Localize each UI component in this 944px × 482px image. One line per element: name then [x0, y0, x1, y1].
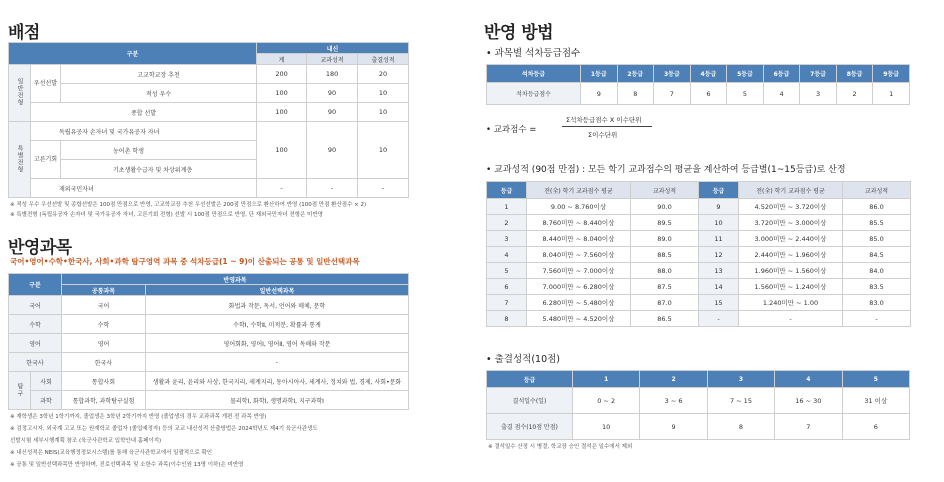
grade-cell: 8.440미만 ~ 8.040이상 [527, 231, 631, 247]
alloc-note: ※ 특별전형 (독립유공자 손자녀 및 국가유공자 자녀, 고른기회 전형) 선발 시 100점 만점으로 반영, 단 재외국민자녀 전형은 미반영 [10, 212, 323, 218]
rank-grade: 6등급 [763, 65, 800, 83]
grade-h-grade: 등급 [487, 182, 527, 199]
subj-h-general: 일반선택과목 [146, 285, 409, 296]
subj-note: ※ 검정고시자, 외국계 고교 또는 원재학교 졸업자 (졸업예정자) 등의 교교 내신성적 산출방법은 2024학년도 제4기 육군사관생도 [10, 426, 318, 432]
row-label: 농어촌 학생 [61, 141, 257, 160]
attend-h-grade: 등급 [487, 371, 573, 388]
grade-cell: 3.720미만 ~ 3.000이상 [739, 215, 843, 231]
alloc-table [8, 42, 409, 198]
grade-cell: 1.240미만 ~ 1.00 [739, 295, 843, 311]
grade-cell: 90.0 [631, 199, 699, 215]
grade-cell: 85.5 [843, 215, 911, 231]
rank-grade: 9등급 [873, 65, 910, 83]
subj-common: 수학 [62, 315, 146, 334]
rank-title: • 과목별 석차등급점수 [486, 48, 581, 59]
attend-days: 31 이상 [842, 388, 909, 414]
attend-days: 16 ~ 30 [775, 388, 842, 414]
subj-common: 한국사 [62, 353, 146, 372]
grade-table [486, 181, 911, 327]
subj-general: 물리학Ⅰ, 화학Ⅰ, 생명과학Ⅰ, 지구과학Ⅰ [146, 391, 409, 410]
grade-cell: 5.480미만 ~ 4.520이상 [527, 311, 631, 327]
grade-cell: 87.5 [631, 279, 699, 295]
subj-note: ※ 재학생은 3학년 1학기까지, 졸업생은 3학년 2학기까지 반영 (졸업생의 경우 교과과목 개편 전 과목 반영) [10, 414, 267, 420]
attend-grade: 5 [842, 371, 909, 388]
grade-cell: 87.0 [631, 295, 699, 311]
alloc-h-attend: 출결성적 [358, 54, 409, 65]
grade-cell: 2.440미만 ~ 1.960이상 [739, 247, 843, 263]
row-total: 200 [257, 65, 307, 84]
special-attend: 10 [358, 122, 409, 179]
alloc-h-grade: 교과성적 [307, 54, 358, 65]
grade-cell: 1.560미만 ~ 1.240이상 [739, 279, 843, 295]
row-label: 재외국민자녀 [31, 179, 257, 198]
subj-general: - [146, 353, 409, 372]
attend-score: 9 [640, 414, 707, 440]
rank-grade: 3등급 [654, 65, 691, 83]
special-total: 100 [257, 122, 307, 179]
cat-special: 특별전형 [16, 144, 23, 173]
attend-score: 8 [707, 414, 774, 440]
grade-row [487, 215, 911, 231]
row-label: 적성 우수 [61, 84, 257, 103]
rank-grade: 4등급 [690, 65, 727, 83]
attend-grade: 2 [640, 371, 707, 388]
rank-grade: 8등급 [836, 65, 873, 83]
grade-cell: 2 [487, 215, 527, 231]
grade-cell: 84.5 [843, 247, 911, 263]
grade-cell: - [843, 311, 911, 327]
grade-h-score: 교과성적 [631, 182, 699, 199]
row-label: 기초생활수급자 및 차상위계층 [61, 160, 257, 179]
subj-general: 화법과 작문, 독서, 언어와 매체, 문학 [146, 296, 409, 315]
grade-cell: 11 [699, 231, 739, 247]
alloc-title: 배점 [8, 23, 40, 43]
grade-cell: 83.5 [843, 279, 911, 295]
subj-area: 국어 [9, 296, 62, 315]
grade-cell: - [739, 311, 843, 327]
row-grade: - [307, 179, 358, 198]
rank-table [486, 64, 910, 105]
grade-cell: 7 [487, 295, 527, 311]
grade-cell: 5 [487, 263, 527, 279]
subj-h-reflect: 반영과목 [62, 274, 409, 285]
rank-grade: 1등급 [581, 65, 618, 83]
subj-tamgu: 탐구 [16, 382, 23, 397]
grade-row [487, 263, 911, 279]
row-attend: 10 [358, 84, 409, 103]
subj-area: 영어 [9, 334, 62, 353]
grade-cell: 4 [487, 247, 527, 263]
row-total: 100 [257, 84, 307, 103]
alloc-h-gubun: 구분 [9, 43, 257, 65]
attend-grade: 1 [573, 371, 640, 388]
subj-general: 생활과 윤리, 윤리와 사상, 한국지리, 세계지리, 동아시아사, 세계사, 정치와 법, 경제, 사회•문화 [146, 372, 409, 391]
attend-days: 7 ~ 15 [707, 388, 774, 414]
grade-cell: 6 [487, 279, 527, 295]
grade-cell: 88.0 [631, 263, 699, 279]
grade-cell: 1 [487, 199, 527, 215]
alloc-note: ※ 적성 우수 우선선발 및 종합선발은 100점 만점으로 반영, 고교학교장 추천 우선선발은 200점 만점으로 환산하여 반영 (100점 만점 환산점수 × 2) [10, 202, 367, 208]
rank-h-label: 석차등급 [487, 65, 581, 83]
attend-days: 3 ~ 6 [640, 388, 707, 414]
grade-cell: 84.0 [843, 263, 911, 279]
grade-row [487, 231, 911, 247]
grade-cell: 8.760미만 ~ 8.440이상 [527, 215, 631, 231]
rank-score: 3 [800, 83, 837, 105]
grade-cell: 8.040미만 ~ 7.560이상 [527, 247, 631, 263]
rank-score: 7 [654, 83, 691, 105]
rank-score: 9 [581, 83, 618, 105]
grade-cell: 4.520미만 ~ 3.720이상 [739, 199, 843, 215]
grade-row [487, 247, 911, 263]
rank-score: 6 [690, 83, 727, 105]
grade-cell: 89.0 [631, 231, 699, 247]
attend-note: ※ 결석일수 산정 시 병결, 학교장 승인 결석은 일수에서 제외 [488, 444, 633, 450]
subj-h-gubun: 구분 [9, 274, 62, 296]
row-attend: - [358, 179, 409, 198]
grade-cell: 6.280미만 ~ 5.480이상 [527, 295, 631, 311]
formula-den: Σ이수단위 [588, 131, 618, 139]
grade-row [487, 295, 911, 311]
attend-score-label: 출결 점수(10점 만점) [487, 414, 573, 440]
row-grade: 90 [307, 84, 358, 103]
subj-note: ※ 내신성적은 NEIS(교육행정정보시스템)를 통해 육군사관학교에서 일괄적으로 확인 [10, 450, 213, 456]
attend-days-label: 결석일수(일) [487, 388, 573, 414]
row-label: 종합 선발 [31, 103, 257, 122]
rank-row-label: 석차등급점수 [487, 83, 581, 105]
grade-cell: 7.560미만 ~ 7.000이상 [527, 263, 631, 279]
subj-common: 국어 [62, 296, 146, 315]
grade-cell: 7.000미만 ~ 6.280이상 [527, 279, 631, 295]
grade-h-avg: 전(全) 학기 교과점수 평균 [739, 182, 843, 199]
subj-common: 통합사회 [62, 372, 146, 391]
grade-cell: 1.960미만 ~ 1.560이상 [739, 263, 843, 279]
grade-cell: 10 [699, 215, 739, 231]
grade-cell: 9.00 ~ 8.760이상 [527, 199, 631, 215]
grade-cell: 13 [699, 263, 739, 279]
attend-grade: 4 [775, 371, 842, 388]
attend-title: • 출결성적(10점) [486, 354, 561, 365]
grade-cell: 15 [699, 295, 739, 311]
grade-cell: 12 [699, 247, 739, 263]
grade-h-grade: 등급 [699, 182, 739, 199]
rank-score: 8 [617, 83, 654, 105]
subj-area: 수학 [9, 315, 62, 334]
grade-cell: 89.5 [631, 215, 699, 231]
grade-cell: 86.0 [843, 199, 911, 215]
grade-row [487, 279, 911, 295]
subj-desc: 국어•영어•수학•한국사, 사회•과학 탐구영역 과목 중 석차등급(1 ~ 9)이 산출되는 공통 및 일반선택과목 [10, 257, 360, 266]
attend-grade: 3 [707, 371, 774, 388]
rank-score: 5 [727, 83, 764, 105]
row-label: 고교학교장 추천 [61, 65, 257, 84]
cat-general: 일반전형 [16, 78, 23, 106]
formula-num: Σ석차등급점수 X 이수단위 [566, 116, 642, 124]
grade-cell: - [699, 311, 739, 327]
grade-cell: 8 [487, 311, 527, 327]
grade-h-avg: 전(全) 학기 교과점수 평균 [527, 182, 631, 199]
grade-cell: 3 [487, 231, 527, 247]
grade-title: • 교과성적 (90점 만점) : 모든 학기 교과점수의 평균을 계산하여 등급별(1~15등급)로 산정 [486, 165, 846, 175]
attend-table [486, 370, 910, 440]
grade-row [487, 199, 911, 215]
grade-cell: 88.5 [631, 247, 699, 263]
grade-cell: 85.0 [843, 231, 911, 247]
subj-general: 영어회화, 영어Ⅰ, 영어Ⅱ, 영어 독해와 작문 [146, 334, 409, 353]
grade-cell: 9 [699, 199, 739, 215]
subj-area: 한국사 [9, 353, 62, 372]
row-total: 100 [257, 103, 307, 122]
row-attend: 10 [358, 103, 409, 122]
attend-score: 7 [775, 414, 842, 440]
subj-title: 반영과목 [8, 238, 72, 258]
grade-cell: 14 [699, 279, 739, 295]
formula-bar [562, 126, 652, 127]
subj-table [8, 273, 409, 410]
alloc-h-naesin: 내신 [257, 43, 409, 54]
grade-h-score: 교과성적 [843, 182, 911, 199]
sub-equal: 고른기회 [31, 141, 61, 179]
row-grade: 90 [307, 103, 358, 122]
attend-days: 0 ~ 2 [573, 388, 640, 414]
subj-area: 과학 [31, 391, 62, 410]
subj-h-common: 공통과목 [62, 285, 146, 296]
rank-score: 1 [873, 83, 910, 105]
attend-score: 6 [842, 414, 909, 440]
subj-general: 수학Ⅰ, 수학Ⅱ, 미적분, 확률과 통계 [146, 315, 409, 334]
row-total: - [257, 179, 307, 198]
subj-note: ※ 공통 및 일반선택과목만 반영하며, 진로선택과목 및 소한수 과목(이수인원 13명 이하)은 미반영 [10, 462, 244, 468]
row-grade: 180 [307, 65, 358, 84]
subj-area: 사회 [31, 372, 62, 391]
rank-score: 2 [836, 83, 873, 105]
method-title: 반영 방법 [484, 23, 554, 43]
score-label: • 교과점수 = [486, 125, 537, 135]
row-label: 독립유공자 손자녀 및 국가유공자 자녀 [31, 122, 257, 141]
grade-cell: 83.0 [843, 295, 911, 311]
alloc-h-total: 계 [257, 54, 307, 65]
rank-score: 4 [763, 83, 800, 105]
subj-common: 영어 [62, 334, 146, 353]
special-grade: 90 [307, 122, 358, 179]
subj-common: 통합과학, 과학탐구실험 [62, 391, 146, 410]
sub-priority: 우선선발 [31, 65, 61, 103]
rank-grade: 5등급 [727, 65, 764, 83]
rank-grade: 7등급 [800, 65, 837, 83]
attend-score: 10 [573, 414, 640, 440]
grade-row [487, 311, 911, 327]
subj-note: 선발시험 세부시행계획 참조 (육군사관학교 입학안내 홈페이지) [10, 438, 162, 444]
grade-cell: 3.000미만 ~ 2.440이상 [739, 231, 843, 247]
row-attend: 20 [358, 65, 409, 84]
rank-grade: 2등급 [617, 65, 654, 83]
grade-cell: 86.5 [631, 311, 699, 327]
